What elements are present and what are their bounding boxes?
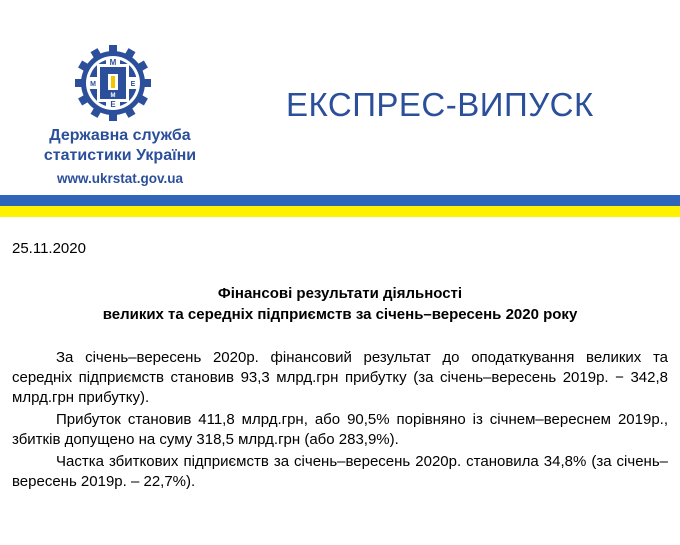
organization-name	[22, 126, 218, 166]
paragraph-financial-result: За січень–вересень 2020р. фінансовий результат до оподаткування великих та середніх підприємств становив 93,3 млрд.грн прибутку (за січень–вересень 2019р. − 342,8 млрд.грн прибутку).	[12, 349, 668, 406]
flag-stripe-yellow	[0, 206, 680, 217]
logo-letter-right: Е	[130, 81, 136, 88]
header	[0, 0, 680, 195]
document-title-line2: великих та середніх підприємств за січень–вересень 2020 року	[102, 306, 578, 323]
logo-letter-center: М	[110, 93, 116, 99]
logo-letter-left: М	[90, 81, 96, 88]
flag-stripe-blue	[0, 195, 680, 206]
document-body	[12, 348, 668, 494]
ukrstat-logo-icon	[72, 42, 154, 124]
organization-name-line1: Державна служба	[49, 127, 191, 144]
logo-letter-bottom: Е	[110, 100, 116, 109]
document-title-line1: Фінансові результати діяльності	[217, 285, 463, 302]
website-link[interactable]: www.ukrstat.gov.ua	[56, 171, 184, 186]
organization-name-line2: статистики України	[43, 147, 197, 164]
release-date: 25.11.2020	[12, 240, 86, 257]
document-title	[0, 283, 680, 325]
paragraph-loss-making-share: Частка збиткових підприємств за січень–вересень 2020р. становила 34,8% (за січень–вересень 2019р. – 22,7%).	[12, 453, 668, 490]
release-type-title: ЕКСПРЕС-ВИПУСК	[286, 86, 594, 123]
logo-letter-top: М	[109, 58, 117, 67]
paragraph-profit-loss: Прибуток становив 411,8 млрд.грн, або 90,5% порівняно із січнем–вереснем 2019р., збитків допущено на суму 318,5 млрд.грн (або 283,9%).	[12, 411, 668, 448]
